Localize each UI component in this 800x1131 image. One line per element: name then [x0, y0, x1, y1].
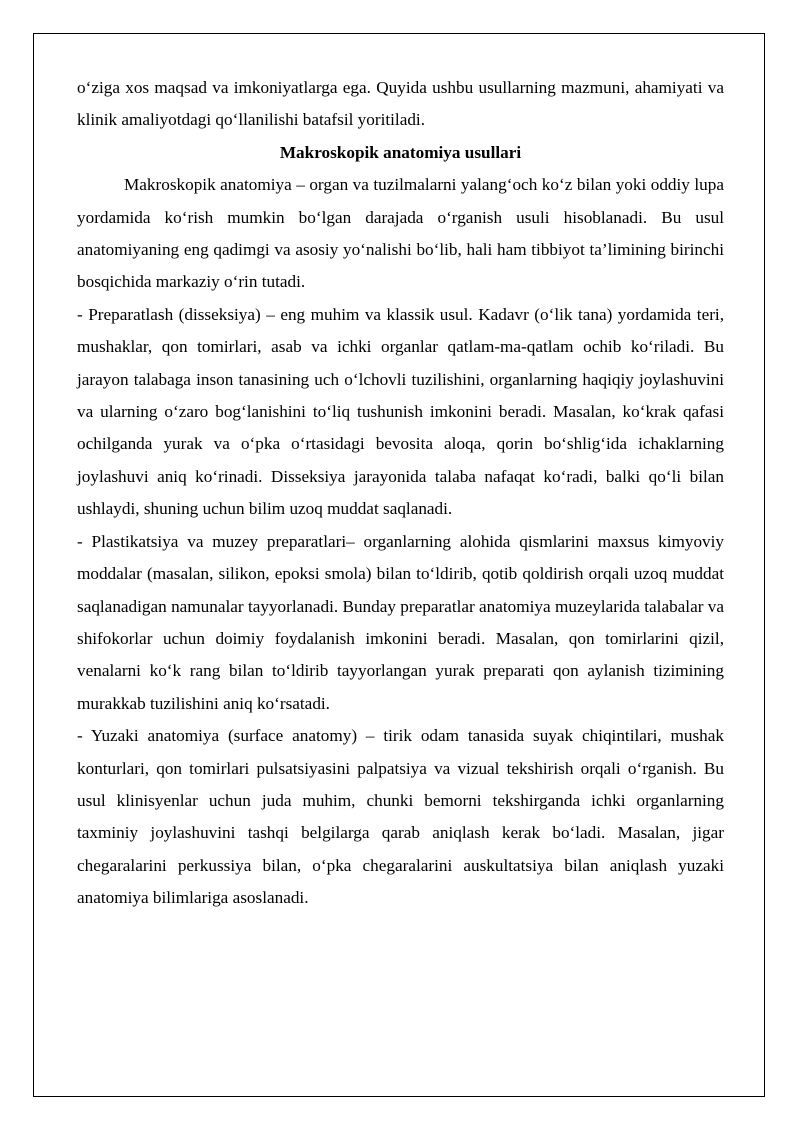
paragraph-macroscopic-anatomy: Makroskopik anatomiya – organ va tuzilmalarni yalang‘och ko‘z bilan yoki oddiy lupa yordamida ko‘rish mumkin bo‘lgan darajada o‘rganish usuli hisoblanadi. Bu usul anatomiyaning eng qadimgi va asosiy yo‘nalishi bo‘lib, hali ham tibbiyot ta’limining birinchi bosqichida markaziy o‘rin tutadi.	[77, 175, 724, 292]
section-title: Makroskopik anatomiya usullari	[279, 142, 522, 162]
intro-paragraph: o‘ziga xos maqsad va imkoniyatlarga ega. Quyida ushbu usullarning mazmuni, ahamiyati va klinik amaliyotdagi qo‘llanilishi batafsil yoritiladi.	[77, 78, 724, 130]
paragraph-plastination: - Plastikatsiya va muzey preparatlari– organlarning alohida qismlarini maxsus kimyoviy moddalar (masalan, silikon, epoksi smola) bilan to‘ldirib, qotib qoldirish orqali uzoq muddat saqlanadigan namunalar tayyorlanadi. Bunday preparatlar anatomiya muzeylarida talabalar va shifokorlar uchun doimiy foydalanish imkonini beradi. Masalan, qon tomirlarini qizil, venalarni ko‘k rang bilan to‘ldirib tayyorlangan yurak preparati qon aylanish tizimining murakkab tuzilishini aniq ko‘rsatadi.	[77, 531, 724, 713]
paragraph-surface-anatomy: - Yuzaki anatomiya (surface anatomy) – tirik odam tanasida suyak chiqintilari, mushak konturlari, qon tomirlari pulsatsiyasini palpatsiya va vizual tekshirish orqali o‘rganish. Bu usul klinisyenlar uchun juda muhim, chunki bemorni tekshirganda ichki organlarning taxminiy joylashuvini tashqi belgilarga qarab aniqlash kerak bo‘ladi. Masalan, jigar chegaralarini perkussiya bilan, o‘pka chegaralarini auskultatsiya bilan aniqlash yuzaki anatomiya bilimlariga asoslanadi.	[77, 726, 724, 908]
paragraph-dissection: - Preparatlash (disseksiya) – eng muhim va klassik usul. Kadavr (o‘lik tana) yordamida teri, mushaklar, qon tomirlari, asab va ichki organlar qatlam-ma-qatlam ochib ko‘riladi. Bu jarayon talabaga inson tanasining uch o‘lchovli tuzilishini, organlarning haqiqiy joylashuvini va ularning o‘zaro bog‘lanishini to‘liq tushunish imkonini beradi. Masalan, ko‘krak qafasi ochilganda yurak va o‘pka o‘rtasidagi bevosita aloqa, qorin bo‘shlig‘ida ichaklarning joylashuvi aniq ko‘rinadi. Disseksiya jarayonida talaba nafaqat ko‘radi, balki qo‘li bilan ushlaydi, shuning uchun bilim uzoq muddat saqlanadi.	[77, 304, 724, 519]
document-body	[77, 72, 724, 915]
